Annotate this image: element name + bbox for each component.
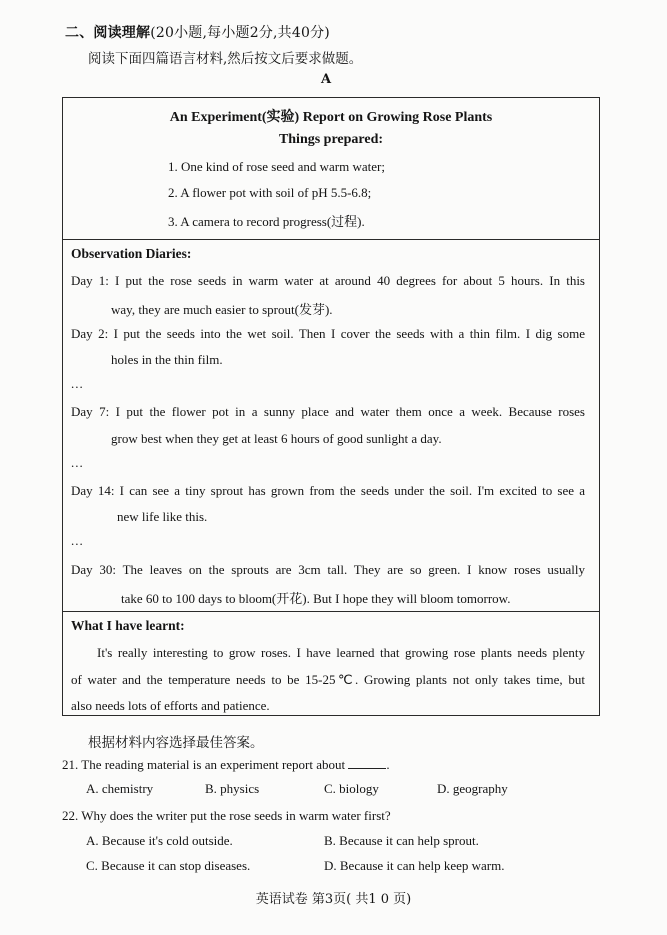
diary-day30-line2: take 60 to 100 days to bloom(开花). But I hope they will bloom tomorrow. bbox=[121, 591, 511, 606]
diary-day1-line2: way, they are much easier to sprout(发芽). bbox=[111, 302, 333, 317]
questions-instruction: 根据材料内容选择最佳答案。 bbox=[88, 735, 264, 751]
q21-option-a[interactable]: A. chemistry bbox=[86, 781, 154, 796]
section-title: 二、阅读理解 bbox=[65, 25, 151, 41]
learnt-line2: of water and the temperature needs to be 15-25℃. Growing plants not only takes time, but bbox=[71, 672, 585, 687]
learnt-line1: It's really interesting to grow roses. I have learned that growing rose plants needs plenty bbox=[97, 645, 585, 660]
diary-day30-line1: Day 30: The leaves on the sprouts are 3cm tall. They are so green. I know roses usually bbox=[71, 562, 585, 577]
diary-ellipsis-3: ... bbox=[71, 533, 84, 548]
q21-option-d[interactable]: D. geography bbox=[437, 781, 508, 796]
q22-option-d[interactable]: D. Because it can help keep warm. bbox=[324, 858, 505, 873]
diary-day7-line1: Day 7: I put the flower pot in a sunny place and water them once a week. Because roses bbox=[71, 404, 585, 419]
question-21-text: The reading material is an experiment report about bbox=[81, 757, 346, 772]
section-header bbox=[65, 22, 330, 42]
things-prepared-heading: Things prepared: bbox=[278, 132, 384, 147]
q22-option-a[interactable]: A. Because it's cold outside. bbox=[86, 833, 233, 848]
things-item-1: 1. One kind of rose seed and warm water; bbox=[168, 159, 385, 174]
diary-day14-line2: new life like this. bbox=[117, 509, 208, 524]
observation-diaries-heading: Observation Diaries: bbox=[71, 246, 192, 261]
box-divider-2 bbox=[63, 611, 599, 612]
things-item-2: 2. A flower pot with soil of pH 5.5-6.8; bbox=[168, 185, 372, 200]
diary-day2-line2: holes in the thin film. bbox=[111, 352, 223, 367]
passage-title: An Experiment(实验) Report on Growing Rose Plants bbox=[169, 110, 493, 125]
reading-instruction: 阅读下面四篇语言材料,然后按文后要求做题。 bbox=[88, 51, 363, 67]
question-22-stem bbox=[62, 808, 391, 824]
question-21-number: 21. bbox=[62, 757, 79, 772]
question-22-text: Why does the writer put the rose seeds in warm water first? bbox=[81, 808, 391, 823]
question-22-number: 22. bbox=[62, 808, 79, 823]
answer-blank[interactable] bbox=[348, 756, 386, 769]
box-divider-1 bbox=[63, 239, 599, 240]
q22-option-c[interactable]: C. Because it can stop diseases. bbox=[86, 858, 251, 873]
question-21-period: . bbox=[386, 757, 390, 772]
q21-option-b[interactable]: B. physics bbox=[205, 781, 260, 796]
learnt-line3: also needs lots of efforts and patience. bbox=[71, 698, 270, 713]
diary-day7-line2: grow best when they get at least 6 hours of good sunlight a day. bbox=[111, 431, 442, 446]
things-item-3: 3. A camera to record progress(过程). bbox=[168, 214, 365, 229]
q22-option-b[interactable]: B. Because it can help sprout. bbox=[324, 833, 479, 848]
diary-day2-line1: Day 2: I put the seeds into the wet soil. Then I cover the seeds with a thin film. I dig some bbox=[71, 326, 585, 341]
diary-ellipsis-1: ... bbox=[71, 376, 84, 391]
diary-day1-line1: Day 1: I put the rose seeds in warm water at around 40 degrees for about 5 hours. In this bbox=[71, 273, 585, 288]
what-i-have-learnt-heading: What I have learnt: bbox=[71, 618, 185, 633]
page-footer: 英语试卷 第3页( 共1 0 页) bbox=[255, 892, 412, 907]
diary-ellipsis-2: ... bbox=[71, 455, 84, 470]
section-detail: (20小题,每小题2分,共40分) bbox=[150, 25, 330, 41]
passage-letter: A bbox=[320, 72, 332, 87]
diary-day14-line1: Day 14: I can see a tiny sprout has grown from the seeds under the soil. I'm excited to see a bbox=[71, 483, 585, 498]
q21-option-c[interactable]: C. biology bbox=[324, 781, 379, 796]
question-21-stem bbox=[62, 756, 390, 773]
